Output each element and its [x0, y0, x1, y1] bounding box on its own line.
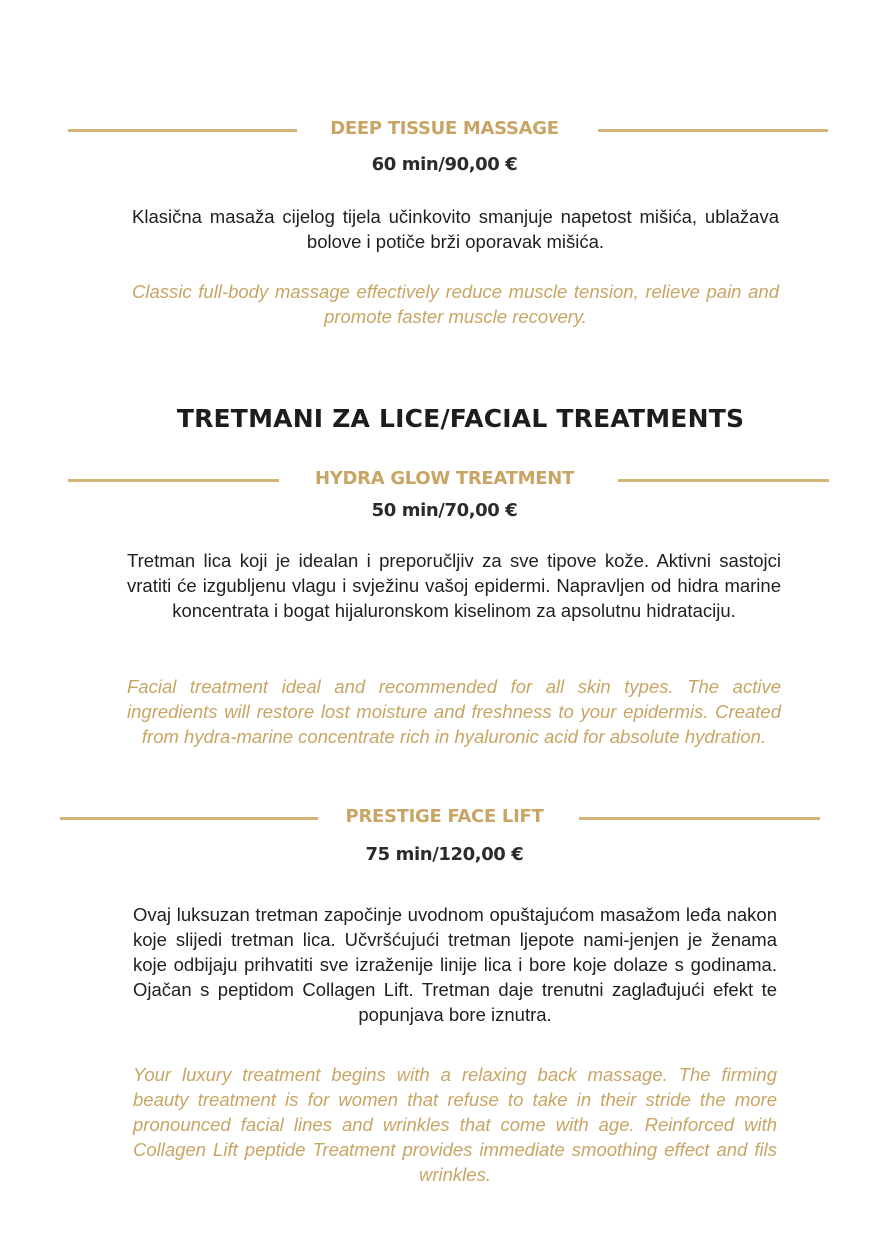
section-heading-facial: TRETMANI ZA LICE/FACIAL TREATMENTS: [176, 404, 745, 433]
treatment-description-en: Facial treatment ideal and recommended for all skin types. The active ingredients will restore lost moisture and freshness to your epidermis. Created from hydra-marine concentrate rich in hyaluronic acid for absolute hydration.: [127, 676, 781, 747]
treatment-title-hydra-glow: HYDRA GLOW TREATMENT: [315, 468, 574, 489]
treatment-description-hr: Tretman lica koji je idealan i preporučljiv za sve tipove kože. Aktivni sastojci vratiti će izgubljenu vlagu i svježinu vašoj epidermi. Napravljen od hidra marine koncentrata i bogat hijaluronskom kiselinom za apsolutnu hidrataciju.: [127, 550, 781, 621]
treatment-price-hydra-glow: 50 min/70,00 €: [371, 500, 518, 521]
treatment-price-deep-tissue: 60 min/90,00 €: [371, 154, 518, 175]
treatment-description-en: Classic full-body massage effectively reduce muscle tension, relieve pain and promote faster muscle recovery.: [132, 281, 779, 327]
treatment-price-prestige-face-lift: 75 min/120,00 €: [365, 844, 524, 865]
treatment-description-en: Your luxury treatment begins with a relaxing back massage. The firming beauty treatment is for women that refuse to take in their stride the more pronounced facial lines and wrinkles that come with age. Reinforced with Collagen Lift peptide Treatment provides immediate smoothing effect and fils wrinkles.: [133, 1064, 777, 1185]
treatment-title-deep-tissue: DEEP TISSUE MASSAGE: [330, 118, 559, 139]
treatment-title-prestige-face-lift: PRESTIGE FACE LIFT: [345, 806, 544, 827]
treatment-description-hr: Ovaj luksuzan tretman započinje uvodnom opuštajućom masažom leđa nakon koje slijedi tretman lica. Učvršćujući tretman ljepote nami-jenjen je ženama koje odbijaju prihvatiti sve izraženije linije lica i bore koje dolaze s godinama. Ojačan s peptidom Collagen Lift. Tretman daje trenutni zaglađujući efekt te popunjava bore iznutra.: [133, 904, 777, 1025]
treatment-description-hr: Klasična masaža cijelog tijela učinkovito smanjuje napetost mišića, ublažava bolove i potiče brži oporavak mišića.: [132, 206, 779, 252]
